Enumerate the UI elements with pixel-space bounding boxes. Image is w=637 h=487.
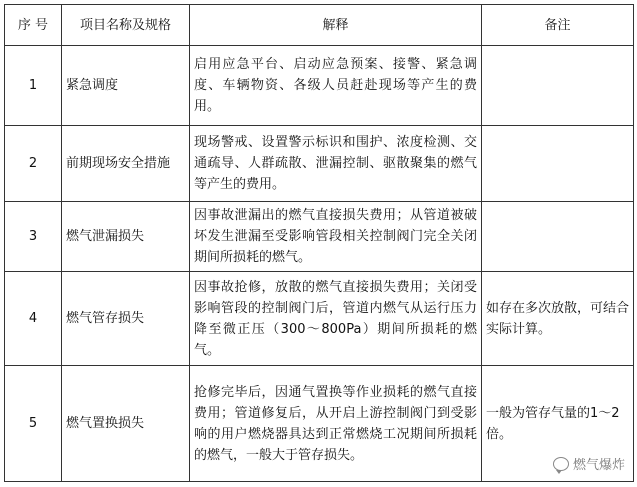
row-name: 紧急调度	[62, 46, 190, 126]
table-row	[5, 202, 634, 272]
row-description: 启用应急平台、启动应急预案、接警、紧急调度、车辆物资、各级人员赶赴现场等产生的费用。	[190, 46, 482, 126]
row-description: 现场警戒、设置警示标识和围护、浓度检测、交通疏导、人群疏散、泄漏控制、驱散聚集的燃气等产生的费用。	[190, 126, 482, 202]
cost-table	[4, 4, 634, 482]
header-name: 项目名称及规格	[62, 5, 190, 46]
row-number: 1	[5, 46, 62, 126]
row-note	[482, 202, 634, 272]
table-row	[5, 46, 634, 126]
row-note: 如存在多次放散，可结合实际计算。	[482, 272, 634, 366]
header-no: 序 号	[5, 5, 62, 46]
table-row	[5, 366, 634, 482]
row-number: 3	[5, 202, 62, 272]
row-description: 因事故泄漏出的燃气直接损失费用；从管道被破坏发生泄漏至受影响管段相关控制阀门完全关闭期间所损耗的燃气。	[190, 202, 482, 272]
row-description: 因事故抢修，放散的燃气直接损失费用；关闭受影响管段的控制阀门后，管道内燃气从运行压力降至微正压（300～800Pa）期间所损耗的燃气。	[190, 272, 482, 366]
watermark-text: 燃气爆炸	[572, 458, 625, 473]
row-number: 4	[5, 272, 62, 366]
header-note: 备注	[482, 5, 634, 46]
table-row	[5, 126, 634, 202]
row-name: 燃气泄漏损失	[62, 202, 190, 272]
row-name: 前期现场安全措施	[62, 126, 190, 202]
row-description: 抢修完毕后，因通气置换等作业损耗的燃气直接费用；管道修复后，从开启上游控制阀门到受影响的用户燃烧器具达到正常燃烧工况期间所损耗的燃气，一般大于管存损失。	[190, 366, 482, 482]
watermark	[553, 454, 625, 473]
header-desc: 解释	[190, 5, 482, 46]
row-number: 2	[5, 126, 62, 202]
table-header-row	[5, 5, 634, 46]
table-row	[5, 272, 634, 366]
row-name: 燃气置换损失	[62, 366, 190, 482]
row-name: 燃气管存损失	[62, 272, 190, 366]
row-note	[482, 46, 634, 126]
wechat-bubble-icon	[553, 457, 569, 471]
row-note: 一般为管存气量的1～2倍。	[482, 366, 634, 482]
row-number: 5	[5, 366, 62, 482]
row-note	[482, 126, 634, 202]
